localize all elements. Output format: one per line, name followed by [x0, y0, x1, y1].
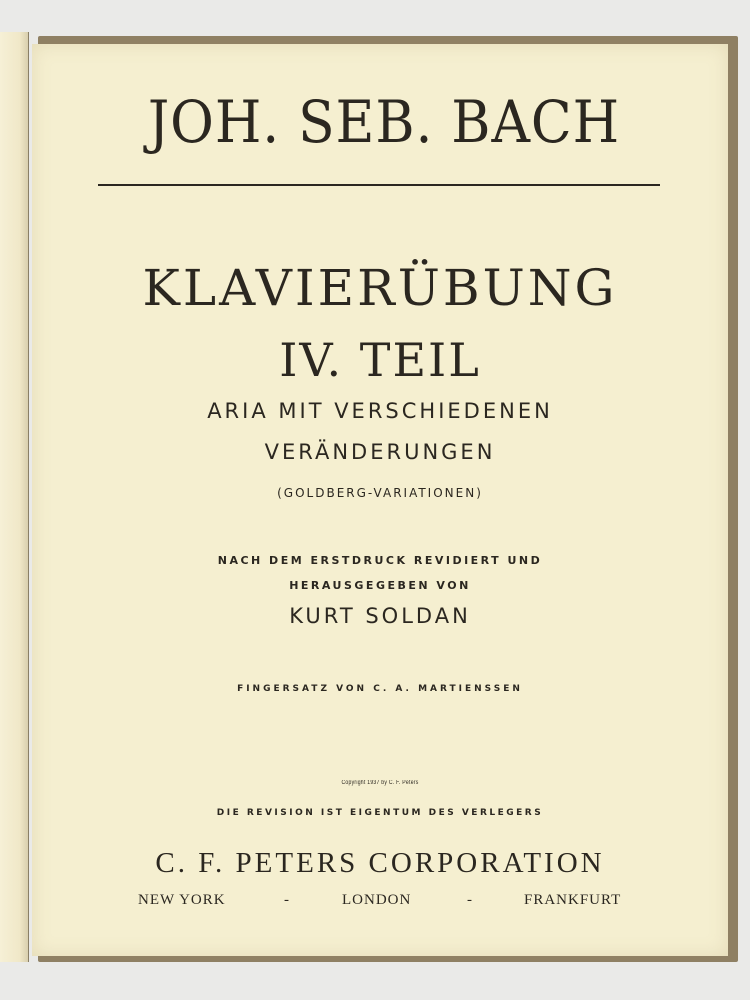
- editor-name: KURT SOLDAN: [289, 604, 471, 628]
- work-title: KLAVIERÜBUNG: [142, 259, 618, 317]
- publisher-name: C. F. PETERS CORPORATION: [155, 847, 605, 879]
- title-page: [32, 44, 728, 956]
- composer-name: JOH. SEB. BACH: [147, 88, 621, 156]
- title-rule: [98, 184, 660, 186]
- rights-notice: DIE REVISION IST EIGENTUM DES VERLEGERS: [216, 808, 544, 818]
- editorial-note-line-1: NACH DEM ERSTDRUCK REVIDIERT UND: [217, 554, 543, 567]
- city-separator: -: [467, 892, 473, 908]
- facing-page-edge: [0, 32, 29, 962]
- publisher-cities: [132, 892, 632, 916]
- subtitle-line-2: VERÄNDERUNGEN: [264, 440, 496, 464]
- subtitle-line-3: (GOLDBERG-VARIATIONEN): [277, 486, 483, 500]
- city-frankfurt: FRANKFURT: [524, 892, 622, 908]
- subtitle-line-1: ARIA MIT VERSCHIEDENEN: [207, 399, 553, 423]
- city-separator: -: [284, 892, 290, 908]
- city-london: LONDON: [342, 892, 412, 908]
- part-number: IV. TEIL: [279, 333, 481, 387]
- editorial-note-line-2: HERAUSGEGEBEN VON: [289, 579, 471, 592]
- fingering-credit: FINGERSATZ VON C. A. MARTIENSSEN: [237, 684, 523, 694]
- copyright-notice: Copyright 1937 by C. F. Peters: [341, 780, 419, 786]
- city-new-york: NEW YORK: [138, 892, 226, 908]
